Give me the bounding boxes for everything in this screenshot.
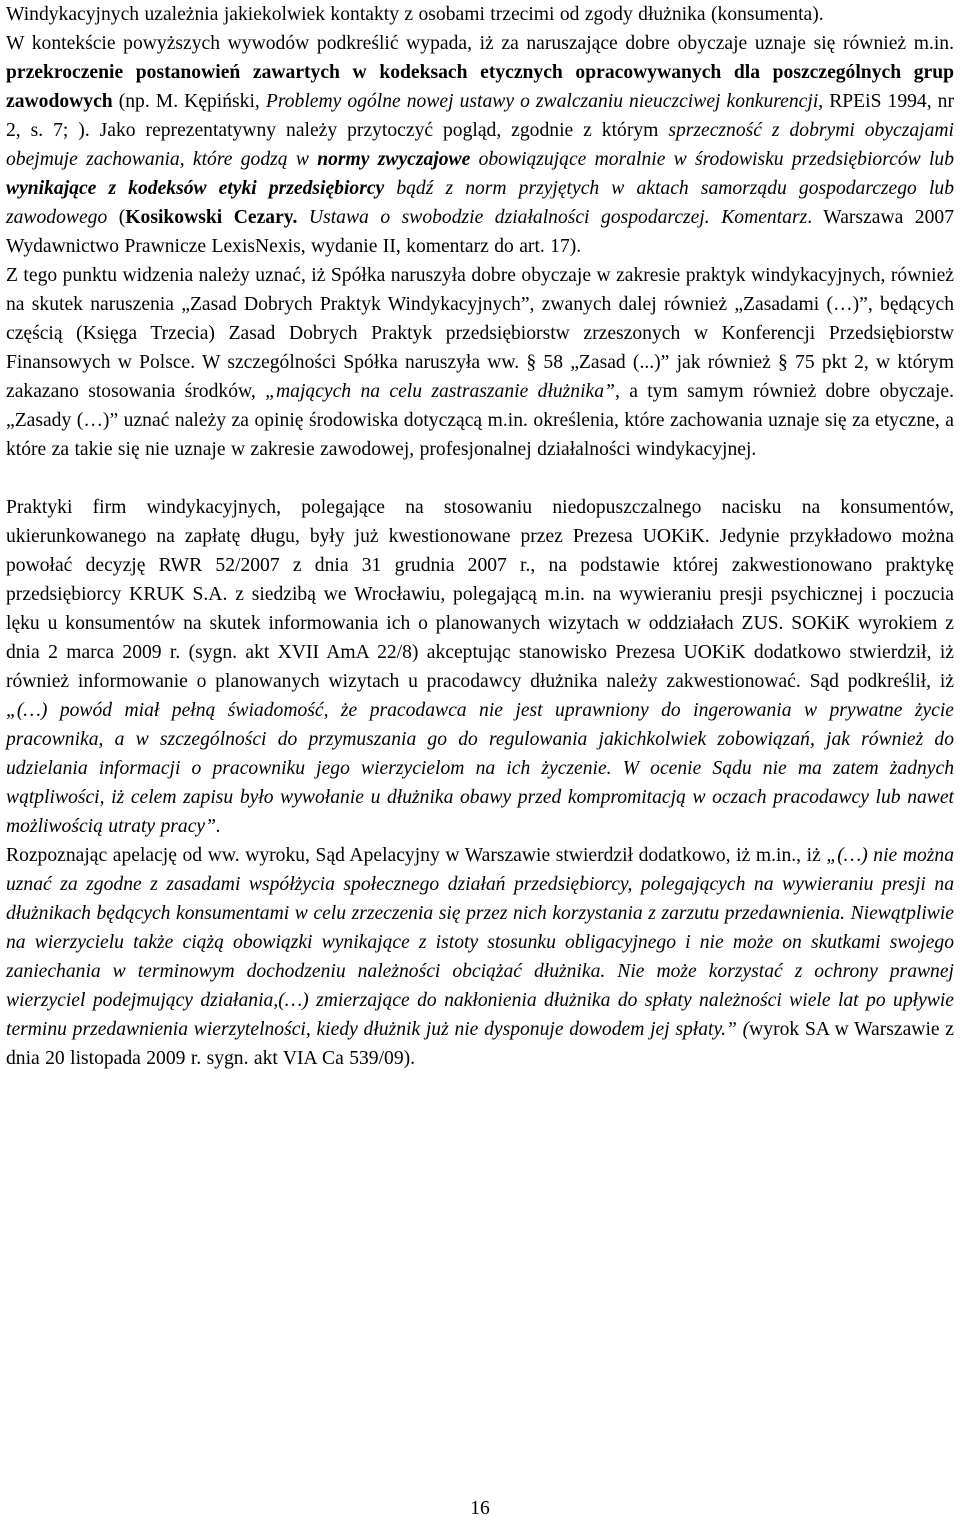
paragraph: [6, 261, 954, 464]
paragraph: [6, 841, 954, 1073]
text-run: Ustawa o swobodzie działalności gospodarczej. Komentarz: [308, 207, 808, 228]
text-run: wynikające z kodeksów etyki przedsiębiorcy: [6, 178, 385, 199]
text-run: Problemy ogólne nowej ustawy o zwalczaniu nieuczciwej konkurencji: [265, 91, 819, 112]
document-page: [6, 0, 954, 1073]
paragraph: [6, 29, 954, 261]
text-run: obowiązujące moralnie w środowisku przedsiębiorców lub: [470, 149, 955, 170]
text-run: „(…) powód miał pełną świadomość, że pracodawca nie jest uprawniony do ingerowania w prywatne życie pracownika, a w szczególności do przymuszania go do regulowania jakichkolwiek zobowiązań, jak również do udzielania informacji o pracowniku jego wierzycielom na ich życzenie. W ocenie Sądu nie ma zatem żadnych wątpliwości, iż celem zapisu było wywołanie u dłużnika obawy przed kompromitacją w oczach pracodawcy lub nawet możliwością utraty pracy”.: [6, 700, 954, 837]
text-run: wyrok SA w Warszawie z dnia 20 listopada 2009 r. sygn. akt VIA Ca 539/09).: [6, 1019, 955, 1069]
text-run: bądź z norm przyjętych w aktach samorządu gospodarczego lub zawodowego: [6, 178, 954, 228]
text-run: „mających na celu zastraszanie dłużnika”: [265, 381, 615, 402]
paragraph: [6, 0, 954, 29]
text-run: „(…) nie można uznać za zgodne z zasadami współżycia społecznego działań przedsiębiorcy, polegających na wywieraniu presji na dłużnikach będących konsumentami w celu zrzeczenia się przez nich korzystania z zarzutu przedawnienia. Niewątpliwie na wierzycielu także ciążą obowiązki wynikające z istoty stosunku obligacyjnego i nie może on skutkami swojego zaniechania w terminowym dochodzeniu należności obciążać dłużnika. Nie może korzystać z ochrony prawnej wierzyciel podejmujący działania,(…) zmierzające do nakłonienia dłużnika do spłaty należności wiele lat po upływie terminu przedawnienia wierzytelności, kiedy dłużnik już nie dysponuje dowodem jej spłaty.” (: [6, 845, 954, 1040]
text-run: , RPEiS 1994, nr 2, s. 7; ). Jako reprezentatywny należy przytoczyć pogląd, zgodnie z którym: [6, 91, 954, 141]
page-number: 16: [470, 1498, 490, 1519]
text-run: przekroczenie postanowień zawartych w kodeksach etycznych opracowywanych dla poszczególnych grup zawodowych: [6, 62, 954, 112]
text-run: Z tego punktu widzenia należy uznać, iż Spółka naruszyła dobre obyczaje w zakresie praktyk windykacyjnych, również na skutek naruszenia „Zasad Dobrych Praktyk Windykacyjnych”, zwanych dalej również „Zasadami (…)”, będących częścią (Księga Trzecia) Zasad Dobrych Praktyk przedsiębiorstw zrzeszonych w Konferencji Przedsiębiorstw Finansowych w Polsce. W szczególności Spółka naruszyła ww. § 58 „Zasad (...)” jak również § 75 pkt 2, w którym zakazano stosowania środków,: [6, 265, 954, 402]
paragraph: [6, 493, 954, 841]
text-run: Kosikowski Cezary.: [125, 207, 298, 228]
text-run: . Warszawa 2007 Wydawnictwo Prawnicze LexisNexis, wydanie II, komentarz do art. 17).: [6, 207, 954, 257]
text-run: normy zwyczajowe: [317, 149, 471, 170]
text-run: W kontekście powyższych wywodów podkreślić wypada, iż za naruszające dobre obyczaje uznaje się również m.in.: [6, 33, 954, 54]
text-run: (: [107, 207, 126, 228]
text-run: Praktyki firm windykacyjnych, polegające na stosowaniu niedopuszczalnego nacisku na konsumentów, ukierunkowanego na zapłatę długu, były już kwestionowane przez Prezesa UOKiK. Jedynie przykładowo można powołać decyzję RWR 52/2007 z dnia 31 grudnia 2007 r., na podstawie której zakwestionowano praktykę przedsiębiorcy KRUK S.A. z siedzibą we Wrocławiu, polegającą m.in. na wywieraniu presji psychicznej i poczucia lęku u konsumentów na skutek informowania ich o planowanych wizytach w oddziałach ZUS. SOKiK wyrokiem z dnia 2 marca 2009 r. (sygn. akt XVII AmA 22/8) akceptując stanowisko Prezesa UOKiK dodatkowo stwierdził, iż również informowanie o planowanych wizytach u pracodawcy dłużnika należy zakwestionować. Sąd podkreślił, iż: [6, 497, 954, 692]
text-run: Windykacyjnych uzależnia jakiekolwiek kontakty z osobami trzecimi od zgody dłużnika (konsumenta).: [6, 4, 824, 25]
text-run: sprzeczność z dobrymi obyczajami obejmuje zachowania, które godzą w: [6, 120, 954, 170]
text-run: Rozpoznając apelację od ww. wyroku, Sąd Apelacyjny w Warszawie stwierdził dodatkowo, iż m.in., iż: [6, 845, 827, 866]
text-run: (np. M. Kępiński,: [112, 91, 266, 112]
text-run: [297, 207, 309, 228]
text-run: , a tym samym również dobre obyczaje. „Zasady (…)” uznać należy za opinię środowiska dotyczącą m.in. określenia, które zachowania uznaje się za etyczne, a które za takie się nie uznaje w zakresie zawodowej, profesjonalnej działalności windykacyjnej.: [6, 381, 954, 460]
